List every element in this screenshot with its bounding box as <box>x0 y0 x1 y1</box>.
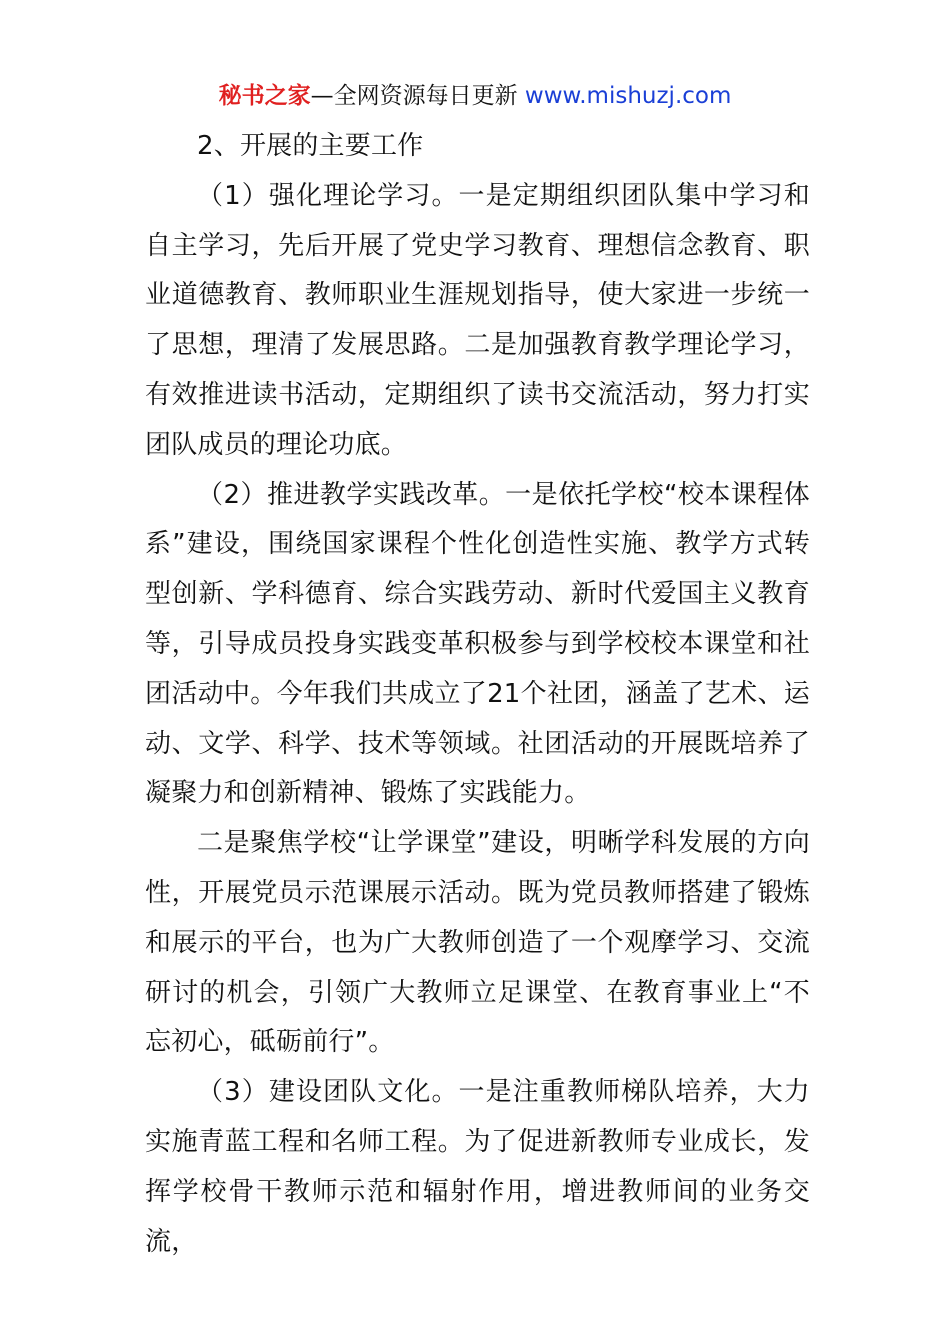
brand-name: 秘书之家 <box>218 83 311 109</box>
paragraph-classroom-building: 二是聚焦学校“让学课堂”建设，明晰学科发展的方向性，开展党员示范课展示活动。既为党员教师搭建了锻炼和展示的平台，也为广大教师创造了一个观摩学习、交流研讨的机会，引领广大教师立足课堂、在教育事业上“不忘初心，砥砺前行”。 <box>145 828 810 1058</box>
header-tagline: —全网资源每日更新 <box>310 83 518 109</box>
paragraph-teaching-reform: （2）推进教学实践改革。一是依托学校“校本课程体系”建设，围绕国家课程个性化创造性实施、教学方式转型创新、学科德育、综合实践劳动、新时代爱国主义教育等，引导成员投身实践变革积极参与到学校校本课堂和社团活动中。今年我们共成立了21个社团，涵盖了艺术、运动、文学、科学、技术等领域。社团活动的开展既培养了凝聚力和创新精神、锻炼了实践能力。 <box>145 479 810 809</box>
watermark-header <box>0 80 950 112</box>
paragraph-team-culture: （3）建设团队文化。一是注重教师梯队培养，大力实施青蓝工程和名师工程。为了促进新教师专业成长，发挥学校骨干教师示范和辐射作用，增进教师间的业务交流， <box>145 1077 810 1257</box>
site-url[interactable]: www.mishuzj.com <box>524 83 732 109</box>
document-body <box>145 122 810 1267</box>
paragraph-theory-study: （1）强化理论学习。一是定期组织团队集中学习和自主学习，先后开展了党史学习教育、理想信念教育、职业道德教育、教师职业生涯规划指导，使大家进一步统一了思想，理清了发展思路。二是加强教育教学理论学习，有效推进读书活动，定期组织了读书交流活动，努力打实团队成员的理论功底。 <box>145 180 810 460</box>
section-heading: 2、开展的主要工作 <box>197 131 424 161</box>
